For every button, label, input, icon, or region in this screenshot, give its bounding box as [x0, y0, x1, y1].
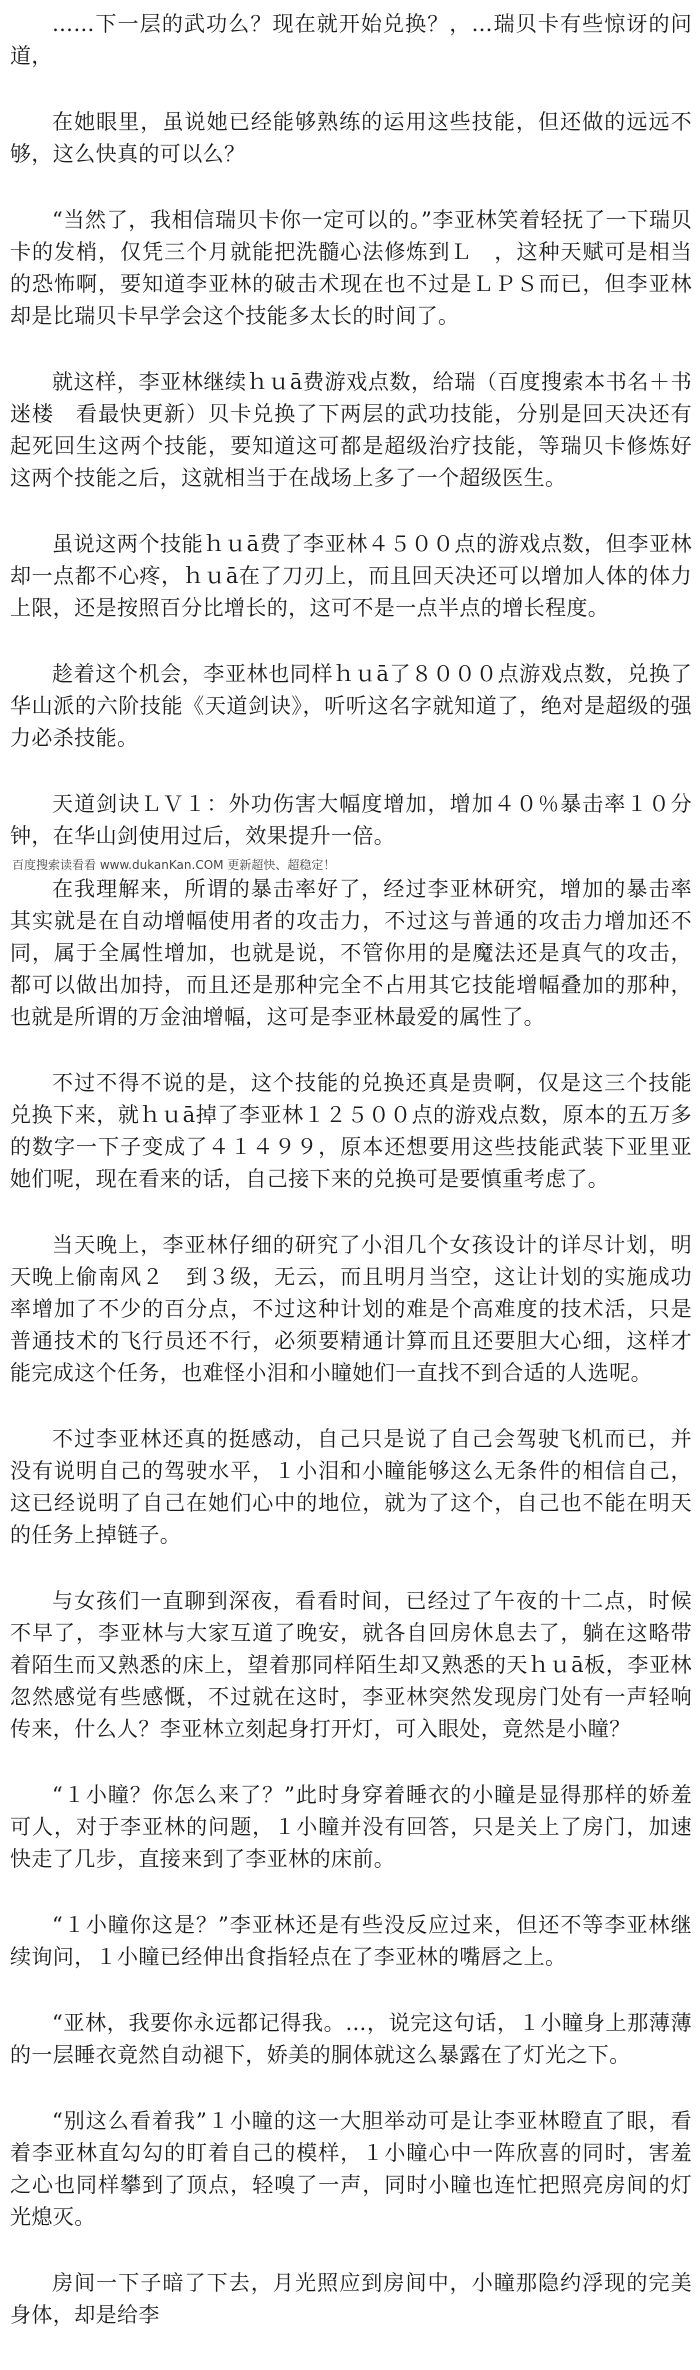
- paragraph-17: 房间一下子暗了下去，月光照应到房间中，小瞳那隐约浮现的完美身体，却是给李: [10, 2271, 692, 2327]
- paragraph-11: 不过李亚林还真的挺感动，自己只是说了自己会驾驶飞机而已，并没有说明自己的驾驶水平，１小泪和小瞳能够这么无条件的相信自己，这已经说明了自己在她们心中的地位，就为了这个，自己也不能在明天的任务上掉链子。: [10, 1427, 692, 1547]
- paragraph-16: “别这么看着我”１小瞳的这一大胆举动可是让李亚林瞪直了眼，看着李亚林直勾勾的盯着自己的模样，１小瞳心中一阵欣喜的同时，害羞之心也同样攀到了顶点，轻嗅了一声，同时小瞳也连忙把照亮房间的灯光熄灭。: [10, 2109, 692, 2229]
- paragraph-5: 虽说这两个技能ｈｕā费了李亚林４５００点的游戏点数，但李亚林却一点都不心疼，ｈｕā在了刀刃上，而且回天决还可以增加人体的体力上限，还是按照百分比增长的，这可不是一点半点的增长程度。: [10, 532, 692, 620]
- paragraph-6: 趁着这个机会，李亚林也同样ｈｕā了８０００点游戏点数，兑换了华山派的六阶技能《天道剑诀》，听听这名字就知道了，绝对是超级的强力必杀技能。: [10, 662, 692, 750]
- paragraph-8: 在我理解来，所谓的暴击率好了，经过李亚林研究，增加的暴击率其实就是在自动增幅使用者的攻击力，不过这与普通的攻击力增加还不同，属于全属性增加，也就是说，不管你用的是魔法还是真气的攻击，都可以做出加持，而且还是那种完全不占用其它技能增幅叠加的那种，也就是所谓的万金油增幅，这可是李亚林最爱的属性了。: [10, 877, 692, 1029]
- site-watermark: 百度搜索读看看 www.dukanKan.COM 更新超快、超稳定！: [12, 858, 336, 872]
- paragraph-10: 当天晚上，李亚林仔细的研究了小泪几个女孩设计的详尽计划，明天晚上偷南风２ 到３级，无云，而且明月当空，这让计划的实施成功率增加了不少的百分点，不过这种计划的难是个高难度的技术活，只是普通技术的飞行员还不行，必须要精通计算而且还要胆大心细，这样才能完成这个任务，也难怪小泪和小瞳她们一直找不到合适的人选呢。: [10, 1233, 692, 1385]
- paragraph-1: ……下一层的武功么？现在就开始兑换？，…瑞贝卡有些惊讶的问道，: [10, 12, 692, 68]
- paragraph-14: “１小瞳你这是？”李亚林还是有些没反应过来，但还不等李亚林继续询问，１小瞳已经伸出食指轻点在了李亚林的嘴唇之上。: [10, 1913, 692, 1969]
- paragraph-3: “当然了，我相信瑞贝卡你一定可以的。”李亚林笑着轻抚了一下瑞贝卡的发梢，仅凭三个月就能把洗髓心法修炼到Ｌ ，这种天赋可是相当的恐怖啊，要知道李亚林的破击术现在也不过是ＬＰＳ而已，但李亚林却是比瑞贝卡早学会这个技能多太长的时间了。: [10, 208, 692, 328]
- paragraph-7: 天道剑诀ＬＶ１：外功伤害大幅度增加，增加４０％暴击率１０分钟，在华山剑使用过后，效果提升一倍。: [10, 792, 692, 848]
- paragraph-12: 与女孩们一直聊到深夜，看看时间，已经过了午夜的十二点，时候不早了，李亚林与大家互道了晚安，就各自回房休息去了，躺在这略带着陌生而又熟悉的床上，望着那同样陌生却又熟悉的天ｈｕā板，李亚林忽然感觉有些感慨，不过就在这时，李亚林突然发现房门处有一声轻响传来，什么人？李亚林立刻起身打开灯，可入眼处，竟然是小瞳？: [10, 1589, 692, 1741]
- paragraph-15: “亚林，我要你永远都记得我。…，说完这句话，１小瞳身上那薄薄的一层睡衣竟然自动褪下，娇美的胴体就这么暴露在了灯光之下。: [10, 2011, 692, 2067]
- paragraph-13: “１小瞳？你怎么来了？”此时身穿着睡衣的小瞳是显得那样的娇羞可人，对于李亚林的问题，１小瞳并没有回答，只是关上了房门，加速快走了几步，直接来到了李亚林的床前。: [10, 1783, 692, 1871]
- paragraph-9: 不过不得不说的是，这个技能的兑换还真是贵啊，仅是这三个技能兑换下来，就ｈｕā掉了李亚林１２５００点的游戏点数，原本的五万多的数字一下子变成了４１４９９，原本还想要用这些技能武装下亚里亚她们呢，现在看来的话，自己接下来的兑换可是要慎重考虑了。: [10, 1071, 692, 1191]
- paragraph-2: 在她眼里，虽说她已经能够熟练的运用这些技能，但还做的远远不够，这么快真的可以么？: [10, 110, 692, 166]
- paragraph-4: 就这样，李亚林继续ｈｕā费游戏点数，给瑞（百度搜索本书名＋书迷楼 看最快更新）贝卡兑换了下两层的武功技能，分别是回天决还有起死回生这两个技能，要知道这可都是超级治疗技能，等瑞贝卡修炼好这两个技能之后，这就相当于在战场上多了一个超级医生。: [10, 370, 692, 490]
